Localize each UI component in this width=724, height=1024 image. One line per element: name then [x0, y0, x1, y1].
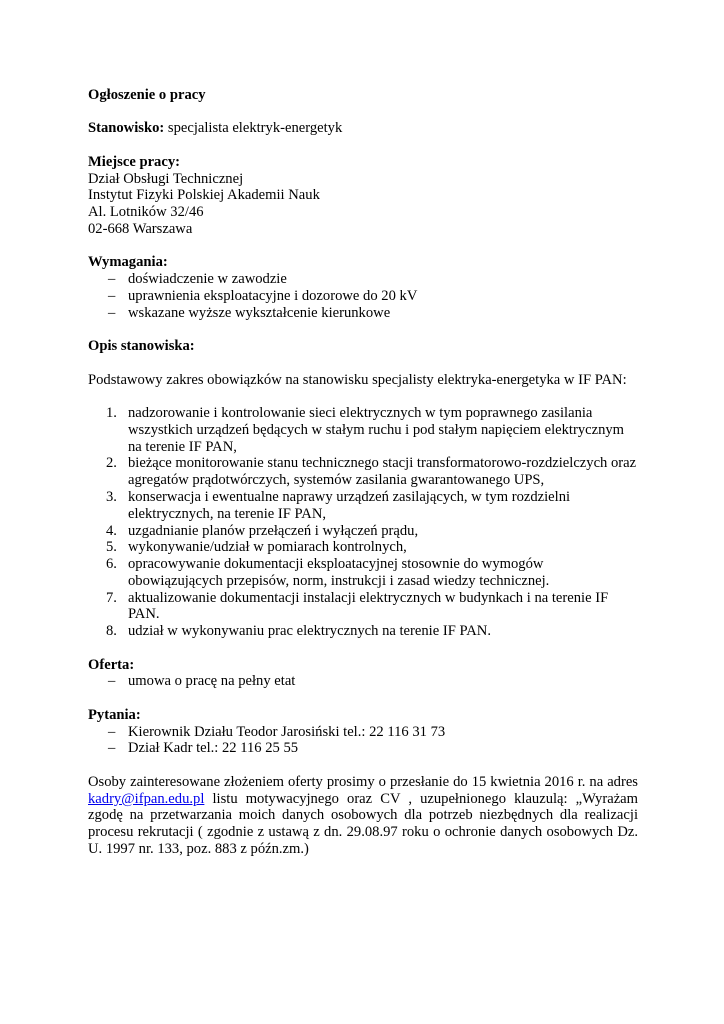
duty-item	[88, 489, 638, 523]
email-link[interactable]: kadry@ifpan.edu.pl	[88, 790, 205, 807]
duty-text-line: udział w wykonywaniu prac elektrycznych na terenie IF PAN.	[128, 623, 491, 640]
duty-text-line: PAN.	[128, 606, 160, 623]
duty-number: 1.	[106, 404, 117, 421]
offer-text: umowa o pracę na pełny etat	[128, 673, 296, 690]
offer-section	[88, 657, 638, 691]
dash-bullet: –	[108, 271, 116, 288]
duty-text-line: obowiązujących przepisów, norm, instrukcji i zasad wiedzy technicznej.	[128, 572, 550, 589]
duty-text-line: elektrycznych, na terenie IF PAN,	[128, 505, 327, 522]
closing-paragraph	[88, 774, 638, 858]
closing-text: listu motywacyjnego oraz CV , uzupełnionego klauzulą: „Wyrażam	[204, 790, 638, 807]
closing-line: procesu rekrutacji ( zgodnie z ustawą z dn. 29.08.97 roku o ochronie danych osobowych Dz.	[88, 824, 638, 841]
document-title: Ogłoszenie o pracy	[88, 87, 206, 103]
duty-text-line: bieżące monitorowanie stanu technicznego stacji transformatorowo-rozdzielczych oraz	[128, 455, 637, 472]
contact-item	[88, 724, 638, 741]
description-intro: Podstawowy zakres obowiązków na stanowisku specjalisty elektryka-energetyka w IF PAN:	[88, 371, 627, 388]
duty-number: 3.	[106, 488, 117, 505]
duty-text-line: aktualizowanie dokumentacji instalacji elektrycznych w budynkach i na terenie IF	[128, 589, 609, 606]
job-posting-document	[88, 87, 638, 858]
duty-number: 8.	[106, 623, 117, 640]
requirements-list	[88, 271, 638, 321]
questions-section	[88, 707, 638, 757]
position-value: specjalista elektryk-energetyk	[167, 120, 343, 137]
requirement-text: wskazane wyższe wykształcenie kierunkowe	[128, 304, 391, 321]
duty-item	[88, 523, 638, 540]
duty-number: 7.	[106, 589, 117, 606]
duty-text-line: wykonywanie/udział w pomiarach kontrolnych,	[128, 539, 407, 556]
workplace-section	[88, 154, 638, 238]
workplace-line: Instytut Fizyki Polskiej Akademii Nauk	[88, 187, 320, 204]
workplace-line: Dział Obsługi Technicznej	[88, 170, 244, 187]
dash-bullet: –	[108, 287, 116, 304]
closing-line	[88, 791, 638, 808]
duty-item	[88, 405, 638, 455]
contact-text: Dział Kadr tel.: 22 116 25 55	[128, 740, 299, 757]
duty-number: 5.	[106, 539, 117, 556]
requirements-label: Wymagania:	[88, 254, 168, 271]
duty-number: 4.	[106, 522, 117, 539]
requirements-section	[88, 254, 638, 321]
offer-label: Oferta:	[88, 656, 135, 673]
requirement-text: uprawnienia eksploatacyjne i dozorowe do 20 kV	[128, 287, 418, 304]
requirement-item	[88, 288, 638, 305]
questions-label: Pytania:	[88, 706, 141, 723]
closing-line: Osoby zainteresowane złożeniem oferty prosimy o przesłanie do 15 kwietnia 2016 r. na adres	[88, 773, 638, 790]
workplace-line: Al. Lotników 32/46	[88, 204, 204, 221]
duty-item	[88, 539, 638, 556]
position-label: Stanowisko:	[88, 120, 165, 137]
duty-text-line: uzgadnianie planów przełączeń i wyłączeń prądu,	[128, 522, 419, 539]
duty-number: 2.	[106, 455, 117, 472]
dash-bullet: –	[108, 673, 116, 690]
offer-item	[88, 673, 638, 690]
requirement-item	[88, 305, 638, 322]
dash-bullet: –	[108, 304, 116, 321]
duties-list	[88, 405, 638, 640]
dash-bullet: –	[108, 723, 116, 740]
description-label: Opis stanowiska:	[88, 338, 195, 355]
duty-text-line: nadzorowanie i kontrolowanie sieci elektrycznych w tym poprawnego zasilania	[128, 404, 593, 421]
contact-item	[88, 740, 638, 757]
duty-item	[88, 556, 638, 590]
offer-list	[88, 673, 638, 690]
duty-text-line: na terenie IF PAN,	[128, 438, 237, 455]
requirement-text: doświadczenie w zawodzie	[128, 271, 287, 288]
description-section	[88, 338, 638, 640]
duty-text-line: opracowywanie dokumentacji eksploatacyjnej stosownie do wymogów	[128, 556, 544, 573]
contact-text: Kierownik Działu Teodor Jarosiński tel.: 22 116 31 73	[128, 723, 446, 740]
duty-item	[88, 623, 638, 640]
position-line	[88, 120, 638, 137]
duty-text-line: agregatów prądotwórczych, systemów zasilania gwarantowanego UPS,	[128, 472, 545, 489]
closing-line: U. 1997 nr. 133, poz. 883 z późn.zm.)	[88, 841, 309, 858]
duty-number: 6.	[106, 556, 117, 573]
workplace-line: 02-668 Warszawa	[88, 220, 193, 237]
closing-line: zgodę na przetwarzania moich danych osobowych dla potrzeb niezbędnych dla realizacji	[88, 807, 638, 824]
dash-bullet: –	[108, 740, 116, 757]
workplace-label: Miejsce pracy:	[88, 153, 180, 170]
requirement-item	[88, 271, 638, 288]
questions-list	[88, 724, 638, 758]
duty-text-line: wszystkich urządzeń będących w stałym ruchu i pod stałym napięciem elektrycznym	[128, 421, 625, 438]
duty-item	[88, 590, 638, 624]
duty-text-line: konserwacja i ewentualne naprawy urządzeń zasilających, w tym rozdzielni	[128, 488, 571, 505]
duty-item	[88, 455, 638, 489]
